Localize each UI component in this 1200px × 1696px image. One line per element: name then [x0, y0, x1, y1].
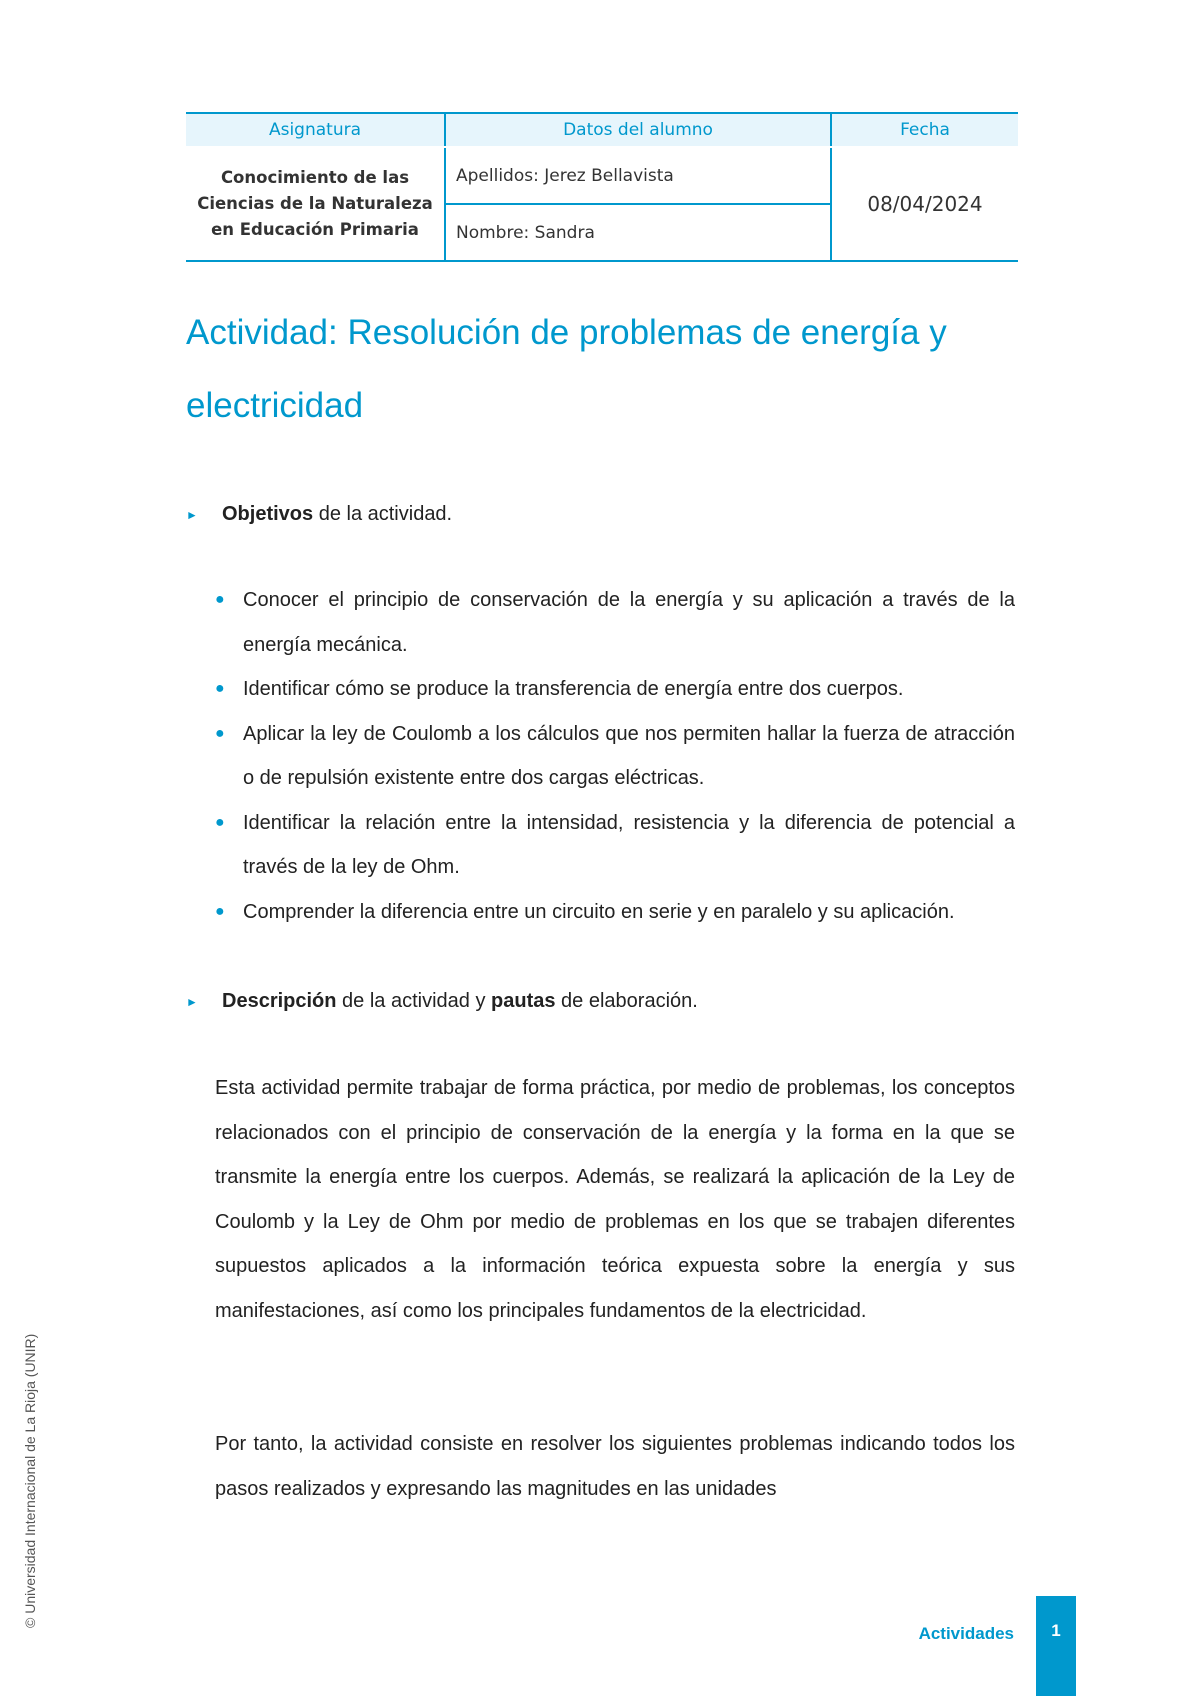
objectives-list — [215, 578, 1015, 934]
description-heading-bold: Descripción — [222, 990, 337, 1012]
description-heading-bold: pautas — [491, 990, 556, 1012]
list-item-text: Comprender la diferencia entre un circuito en serie y en paralelo y su aplicación. — [243, 900, 955, 923]
subject-line: Ciencias de la Naturaleza — [197, 194, 433, 213]
page-number: 1 — [1036, 1596, 1076, 1696]
footer-section-label: Actividades — [918, 1624, 1014, 1643]
bullet-icon: ● — [215, 680, 225, 697]
subject-line: en Educación Primaria — [211, 220, 419, 239]
page-title: Actividad: Resolución de problemas de energía y electricidad — [186, 313, 947, 425]
objectives-heading-rest: de la actividad. — [313, 503, 453, 525]
description-heading-text — [222, 990, 698, 1013]
copyright-notice: © Universidad Internacional de La Rioja (UNIR) — [22, 1333, 38, 1628]
list-item — [215, 578, 1015, 667]
list-item-text: Conocer el principio de conservación de la energía y su aplicación a través de la energía mecánica. — [243, 589, 1015, 656]
header-table — [186, 112, 1018, 262]
description-paragraph: Esta actividad permite trabajar de forma práctica, por medio de problemas, los conceptos relacionados con el principio de conservación de la energía y la forma en la que se transmite la energía entre los cuerpos. Además, se realizará la aplicación de la Ley de Coulomb y la Ley de Ohm por medio de problemas en los que se trabajen diferentes supuestos aplicados a la información teórica expuesta sobre la energía y sus manifestaciones, así como los principales fundamentos de la electricidad. — [215, 1077, 1015, 1322]
list-item — [215, 712, 1015, 801]
header-col-subject: Asignatura — [186, 113, 445, 147]
bullet-icon: ● — [215, 902, 225, 920]
subject-cell — [186, 147, 445, 261]
list-item-text: Aplicar la ley de Coulomb a los cálculos que nos permiten hallar la fuerza de atracción o de repulsión existente entre dos cargas eléctricas. — [243, 722, 1015, 789]
list-item — [215, 890, 1015, 935]
objectives-heading — [186, 503, 452, 526]
description-heading — [186, 990, 698, 1013]
surname-field: Apellidos: Jerez Bellavista — [445, 147, 831, 204]
description-heading-mid: de la actividad y — [336, 990, 492, 1012]
description-paragraph: Por tanto, la actividad consiste en resolver los siguientes problemas indicando todos los pasos realizados y expresando las magnitudes en las unidades — [215, 1433, 1015, 1500]
date-field: 08/04/2024 — [831, 147, 1018, 261]
list-item — [215, 801, 1015, 890]
list-item-text: Identificar la relación entre la intensidad, resistencia y la diferencia de potencial a través de la ley de Ohm. — [243, 811, 1015, 878]
objectives-heading-bold: Objetivos — [222, 503, 314, 525]
triangle-right-icon: ► — [186, 507, 198, 522]
header-col-date: Fecha — [831, 113, 1018, 147]
bullet-icon: ● — [215, 724, 225, 742]
triangle-right-icon: ► — [186, 994, 198, 1009]
bullet-icon: ● — [215, 591, 225, 608]
objectives-heading-text — [222, 503, 452, 526]
subject-line: Conocimiento de las — [220, 168, 410, 187]
header-col-student: Datos del alumno — [445, 113, 831, 147]
list-item — [215, 667, 1015, 712]
list-item-text: Identificar cómo se produce la transferencia de energía entre dos cuerpos. — [243, 678, 904, 700]
description-heading-rest: de elaboración. — [555, 990, 698, 1012]
name-field: Nombre: Sandra — [445, 204, 831, 261]
bullet-icon: ● — [215, 813, 225, 831]
